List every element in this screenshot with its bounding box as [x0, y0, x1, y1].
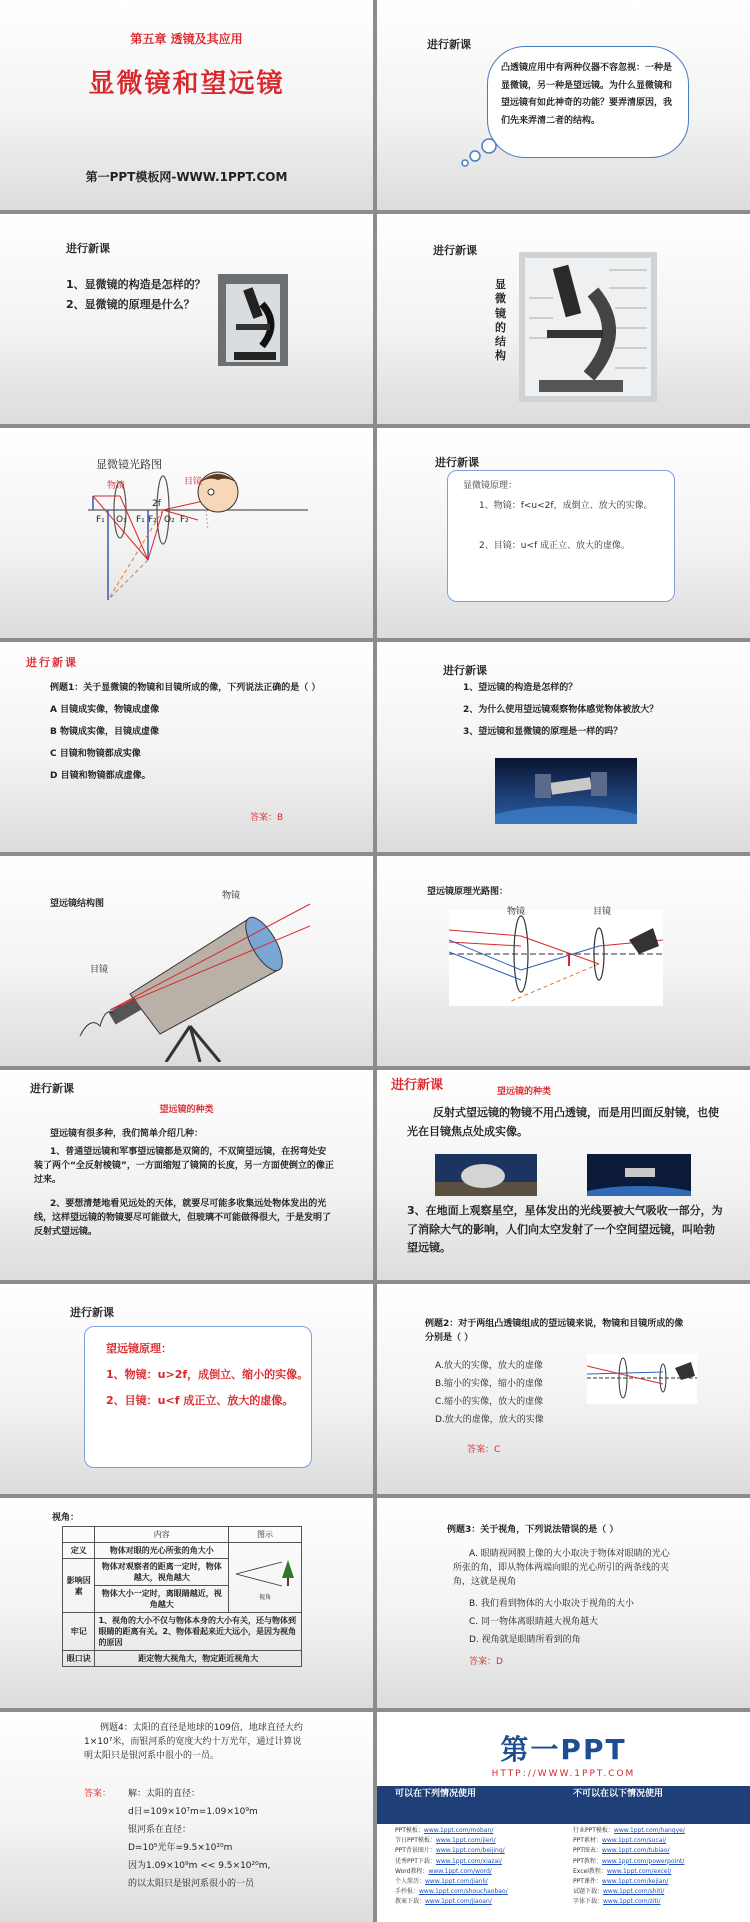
option-b: B 物镜成实像，目镜成虚像: [50, 727, 159, 737]
visual-angle-diagram-cell: [229, 1543, 302, 1613]
slide-16-example-3[interactable]: [377, 1498, 750, 1708]
slide-4-structure[interactable]: [377, 214, 750, 424]
link-key: 教案下载：: [395, 1898, 426, 1906]
slide-12-reflecting-telescope[interactable]: [377, 1070, 750, 1280]
option-d: D.放大的虚像，放大的实像: [435, 1415, 544, 1425]
slide-18-brand[interactable]: [377, 1712, 750, 1922]
link-key: PPT图表：: [573, 1847, 602, 1855]
solution-line-5: 因为1.09×10⁹m << 9.5×10²⁰m,: [128, 1861, 271, 1871]
right-link-row[interactable]: [573, 1877, 743, 1887]
question-2: 2、显微镜的原理是什么？: [66, 298, 195, 311]
question-2: 2、为什么使用望远镜观察物体感觉物体被放大？: [463, 705, 659, 715]
answer-text: 答案：B: [250, 813, 284, 823]
diagram-title: 显微镜光路图: [96, 458, 162, 471]
visual-angle-label: 视角: [258, 1594, 271, 1601]
row-definition-content: 物体对眼的光心所张的角大小: [95, 1543, 229, 1559]
principle-line-2: 2、目镜：u<f 成正立、放大的虚像。: [106, 1394, 294, 1407]
link-key: 手抄报：: [395, 1888, 420, 1896]
visual-angle-table: [62, 1526, 302, 1667]
diagram-title: 望远镜结构图: [50, 899, 105, 909]
row-definition-label: 定义: [63, 1543, 95, 1559]
can-use-title: 可以在下列情况使用: [395, 1789, 477, 1799]
table-title: 视角：: [52, 1513, 80, 1523]
microscope-photo: [218, 274, 288, 366]
slide-15-visual-angle[interactable]: [0, 1498, 373, 1708]
slide-heading: 进行新课: [391, 1078, 444, 1093]
left-link-row[interactable]: [395, 1846, 565, 1856]
left-link-row[interactable]: [395, 1867, 565, 1877]
answer-label: 答案：: [84, 1789, 112, 1799]
left-link-list: [395, 1826, 565, 1908]
objective-label: 物镜: [222, 891, 241, 901]
slide-8-telescope-questions[interactable]: [377, 642, 750, 852]
question-3: 3、望远镜和显微镜的原理是一样的吗？: [463, 727, 623, 737]
row-remember-label: 牢记: [63, 1613, 95, 1651]
head-content: 内容: [95, 1527, 229, 1543]
slide-heading: 进行新课: [26, 656, 78, 669]
option-d: D 目镜和物镜都成虚像。: [50, 771, 151, 781]
brand-url: HTTP://WWW.1PPT.COM: [491, 1769, 636, 1779]
slide-2-intro[interactable]: [377, 0, 750, 210]
slide-10-telescope-light-path[interactable]: [377, 856, 750, 1066]
focus-f2-left: F₂: [148, 515, 157, 525]
link-url[interactable]: www.1ppt.com/jieri/: [435, 1837, 496, 1845]
left-link-row[interactable]: [395, 1877, 565, 1887]
focus-f1-right: F₁: [136, 515, 145, 525]
example-question: 例题2：对于两组凸透镜组成的望远镜来说，物镜和目镜所成的像分别是（ ）: [425, 1319, 684, 1343]
brand-logo: 第一PPT: [500, 1733, 627, 1766]
link-url[interactable]: www.1ppt.com/beijing/: [435, 1847, 505, 1855]
row-factors-label: 影响因素: [63, 1559, 95, 1613]
slide-heading: 进行新课: [70, 1306, 114, 1319]
hubble-paragraph: 3、在地面上观察星空，星体发出的光线要被大气吸收一部分，为了消除大气的影响，人们向太空发射了一个空间望远镜，叫哈勃望远镜。: [407, 1204, 723, 1255]
site-name: 第一PPT模板网-WWW.1PPT.COM: [85, 170, 288, 184]
option-a: A. 眼睛视网膜上像的大小取决于物体对眼睛的光心所张的角，即从物体两端向眼的光心所引的两条线的夹角，这就是视角: [453, 1549, 670, 1587]
answer-text: 答案：D: [469, 1657, 503, 1667]
slide-heading: 进行新课: [427, 38, 471, 51]
cannot-use-title: 不可以在以下情况使用: [573, 1789, 664, 1799]
right-link-row[interactable]: [573, 1846, 743, 1856]
solution-line-2: d日=109×10⁷m=1.09×10⁹m: [128, 1807, 258, 1817]
link-key: 个人简历：: [395, 1877, 426, 1885]
right-link-row[interactable]: [573, 1867, 743, 1877]
right-link-row[interactable]: [573, 1857, 743, 1867]
eyepiece-label: 目镜: [90, 965, 109, 975]
row-rhyme-label: 眼口诀: [63, 1651, 95, 1667]
answer-text: 答案：C: [467, 1445, 501, 1455]
left-link-row[interactable]: [395, 1897, 565, 1907]
solution-line-4: D=10⁵光年=9.5×10²⁰m: [128, 1843, 233, 1853]
slide-11-telescope-types[interactable]: [0, 1070, 373, 1280]
link-url[interactable]: www.1ppt.com/sucai/: [601, 1837, 667, 1845]
link-url[interactable]: www.1ppt.com/shiti/: [603, 1888, 665, 1896]
link-key: PPT模板：: [395, 1827, 424, 1834]
microscope-structure-diagram: [519, 252, 657, 402]
link-key: Excel教程：: [573, 1867, 607, 1875]
row-factors-content-2: 物体大小一定时，离眼睛越近，视角越大: [95, 1586, 229, 1613]
link-url[interactable]: www.1ppt.com/jianli/: [425, 1877, 488, 1885]
link-key: 优秀PPT下载：: [395, 1857, 436, 1865]
eyepiece-label: 目镜: [593, 907, 612, 917]
slide-heading: 进行新课: [443, 664, 487, 677]
chapter-title: 第五章 透镜及其应用: [130, 32, 243, 46]
solution-line-3: 银河系在直径：: [128, 1825, 192, 1835]
option-d: D. 视角就是眼睛所看到的角: [469, 1635, 581, 1645]
principle-line-2: 2、目镜：u<f 成正立、放大的虚像。: [479, 541, 631, 551]
eyepiece-label: 目镜: [184, 477, 203, 487]
slide-17-example-4[interactable]: [0, 1712, 373, 1922]
slide-heading: 进行新课: [433, 244, 477, 257]
link-url[interactable]: www.1ppt.com/ziti/: [603, 1898, 661, 1906]
option-c: C. 同一物体离眼睛越大视角越大: [469, 1617, 599, 1627]
link-key: 行业PPT模板：: [573, 1827, 614, 1834]
principle-title: 望远镜原理：: [106, 1342, 172, 1355]
link-url[interactable]: www.1ppt.com/word/: [428, 1867, 492, 1875]
right-link-list: [573, 1826, 743, 1908]
slide-3-questions[interactable]: [0, 214, 373, 424]
reflecting-paragraph: 反射式望远镜的物镜不用凸透镜，而是用凹面反射镜，也使光在目镜焦点处成实像。: [407, 1106, 719, 1138]
link-url[interactable]: www.1ppt.com/moban/: [423, 1827, 494, 1834]
principle-title: 显微镜原理：: [463, 481, 518, 491]
slide-5-light-path[interactable]: [0, 428, 373, 638]
slide-1-title[interactable]: [0, 0, 373, 210]
center-o2: O₂: [164, 515, 175, 525]
example-question: 例题1：关于显微镜的物镜和目镜所成的像，下列说法正确的是（ ）: [50, 683, 321, 693]
slide-13-telescope-principle[interactable]: [0, 1284, 373, 1494]
link-key: PPT背景图片：: [395, 1847, 436, 1855]
question-1: 1、望远镜的构造是怎样的？: [463, 683, 578, 693]
slide-14-example-2[interactable]: [377, 1284, 750, 1494]
example-question: 例题4：太阳的直径是地球的109倍，地球直径大约1×10⁷米，而银河系的宽度大约十万光年，通过计算说明太阳只是银河系中很小的一员。: [84, 1723, 303, 1761]
option-c: C 目镜和物镜都成实像: [50, 749, 141, 759]
link-url[interactable]: www.1ppt.com/jiaoan/: [425, 1898, 492, 1906]
principle-line-1: 1、物镜：f<u<2f，成倒立、放大的实像。: [479, 501, 653, 511]
link-url[interactable]: www.1ppt.com/xiazai/: [435, 1857, 502, 1865]
row-rhyme-content: 距定物大视角大，物定距近视角大: [95, 1651, 302, 1667]
focus-f2-right: F₂: [180, 515, 189, 525]
row-factors-content-1: 物体对观察者的距离一定时，物体越大，视角越大: [95, 1559, 229, 1586]
left-link-row[interactable]: [395, 1826, 565, 1836]
left-link-row[interactable]: [395, 1857, 565, 1867]
link-url[interactable]: www.1ppt.com/powerpoint/: [601, 1857, 685, 1865]
right-link-row[interactable]: [573, 1897, 743, 1907]
lesson-title: 显微镜和望远镜: [88, 69, 285, 99]
cloud-text: 凸透镜应用中有两种仪器不容忽视：一种是显微镜，另一种是望远镜。为什么显微镜和望远镜有如此神奇的功能？要弄清原因，我们先来弄清二者的结构。: [501, 63, 673, 126]
link-key: 字体下载：: [573, 1898, 604, 1906]
left-link-row[interactable]: [395, 1887, 565, 1897]
option-b: B.缩小的实像，缩小的虚像: [435, 1379, 544, 1389]
link-url[interactable]: www.1ppt.com/hangye/: [613, 1827, 685, 1834]
solution-line-1: 解：太阳的直径：: [128, 1789, 201, 1799]
option-a: A 目镜成实像，物镜成虚像: [50, 705, 160, 715]
section-subtitle: 望远镜的种类: [497, 1087, 552, 1097]
link-url[interactable]: www.1ppt.com/shouchaobao/: [419, 1888, 508, 1896]
intro-paragraph: 望远镜有很多种，我们简单介绍几种：: [50, 1129, 204, 1139]
option-b: B. 我们看到物体的大小取决于视角的大小: [469, 1599, 634, 1609]
microscope-ray-diagram: [88, 470, 318, 630]
observatory-photo: [435, 1154, 537, 1196]
example-question: 例题3：关于视角，下列说法错误的是（ ）: [447, 1525, 619, 1535]
principle-line-1: 1、物镜：u>2f，成倒立、缩小的实像。: [106, 1368, 309, 1381]
head-diagram: 图示: [229, 1527, 302, 1543]
link-key: PPT教程：: [573, 1857, 602, 1865]
slide-heading: 进行新课: [30, 1082, 74, 1095]
cloud-tail-icon: [459, 138, 499, 168]
slide-heading: 进行新课: [66, 242, 110, 255]
question-1: 1、显微镜的构造是怎样的？: [66, 278, 206, 291]
right-link-row[interactable]: [573, 1887, 743, 1897]
telescope-mini-diagram: [587, 1354, 697, 1404]
link-key: PPT素材：: [573, 1837, 602, 1845]
slide-7-example-1[interactable]: [0, 642, 373, 852]
slide-6-principle[interactable]: [377, 428, 750, 638]
link-key: 试题下载：: [573, 1888, 604, 1896]
link-url[interactable]: www.1ppt.com/tubiao/: [601, 1847, 670, 1855]
right-link-row[interactable]: [573, 1836, 743, 1846]
link-url[interactable]: www.1ppt.com/excel/: [606, 1867, 672, 1875]
objective-label: 物镜: [507, 907, 526, 917]
option-a: A.放大的实像，放大的虚像: [435, 1361, 543, 1371]
visual-angle-diagram: [232, 1554, 298, 1590]
type-1-paragraph: 1、普通望远镜和军事望远镜都是双筒的，不双筒望远镜，在拐弯处安装了两个“全反射棱镜”，一方面缩短了镜筒的长度，另一方面使倒立的像正过来。: [34, 1147, 334, 1185]
space-telescope-photo: [587, 1154, 691, 1196]
hubble-photo: [495, 758, 637, 824]
diagram-title: 望远镜原理光路图：: [427, 887, 509, 897]
section-subtitle: 望远镜的种类: [159, 1105, 214, 1115]
row-remember-content: 1、视角的大小不仅与物体本身的大小有关，还与物体到眼睛的距离有关。2、物体看起来近大远小，是因为视角的原因: [95, 1613, 302, 1651]
slide-heading: 进行新课: [435, 456, 479, 469]
focus-f1-left: F₁: [96, 515, 105, 525]
link-url[interactable]: www.1ppt.com/kejian/: [601, 1877, 669, 1885]
type-2-paragraph: 2、要想清楚地看见远处的天体，就要尽可能多收集远处物体发出的光线，这样望远镜的物镜要尽可能做大，但玻璃不可能做得很大，于是发明了反射式望远镜。: [34, 1199, 332, 1237]
option-c: C.缩小的实像，放大的虚像: [435, 1397, 544, 1407]
solution-line-6: 的以太阳只是银河系很小的一员: [128, 1879, 255, 1889]
vertical-label: 显微镜的结构: [495, 278, 506, 363]
left-link-row[interactable]: [395, 1836, 565, 1846]
two-f-label: 2f: [152, 499, 161, 509]
slide-9-telescope-structure[interactable]: [0, 856, 373, 1066]
objective-label: 物镜: [107, 481, 126, 491]
telescope-ray-diagram: [449, 910, 663, 1006]
link-key: Word教程：: [395, 1867, 429, 1875]
right-link-row[interactable]: [573, 1826, 743, 1836]
link-key: 节日PPT模板：: [395, 1837, 436, 1845]
center-o1: O₁: [116, 515, 127, 525]
link-key: PPT课件：: [573, 1877, 602, 1885]
